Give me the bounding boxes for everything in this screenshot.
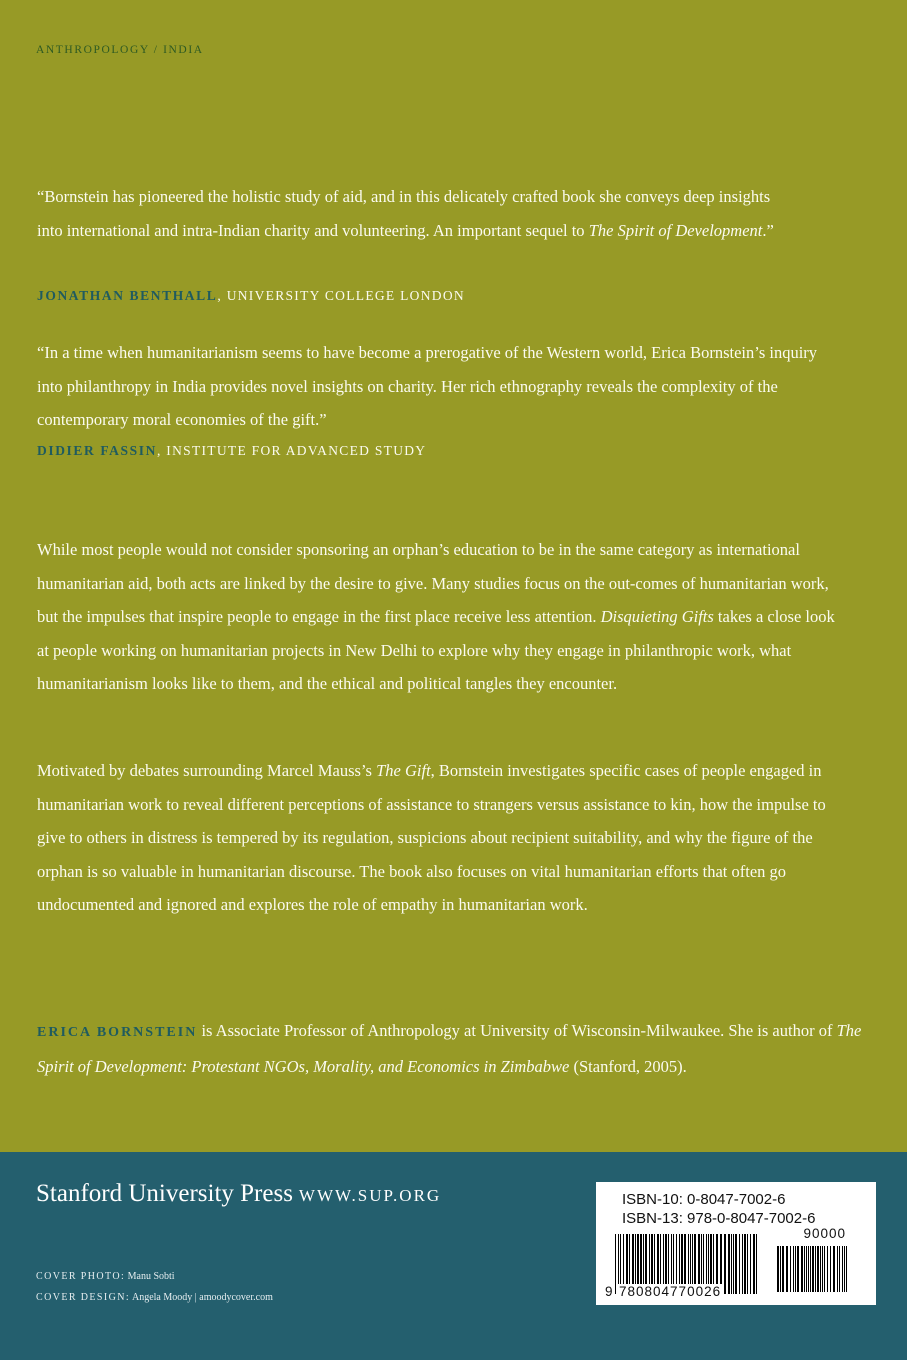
quote-2-name: DIDIER FASSIN xyxy=(37,443,157,458)
isbn-barcode xyxy=(596,1182,876,1305)
text-segment: takes a close look at people working on humanitarian projects in New Delhi to explore why they engage in philanthropic work, what humanitarianism looks like to them, and the ethical and political tangles they encounter. xyxy=(37,607,835,693)
barcode-bar xyxy=(820,1246,821,1292)
barcode-bar xyxy=(810,1246,811,1292)
barcode-bar xyxy=(822,1246,823,1292)
italic-title: The Spirit of Development: Protestant NGOs, Morality, and Economics in Zimbabwe xyxy=(37,1021,862,1076)
barcode-bar xyxy=(756,1234,757,1294)
price-code: 90000 xyxy=(803,1226,846,1241)
quote-2 xyxy=(37,336,842,437)
text-segment: .” xyxy=(762,220,774,240)
barcode-bar xyxy=(731,1234,732,1294)
credit-label: COVER DESIGN: xyxy=(36,1292,131,1303)
credit-design xyxy=(36,1292,273,1303)
barcode-bar xyxy=(844,1246,845,1292)
isbn-13: ISBN-13: 978-0-8047-7002-6 xyxy=(622,1210,816,1227)
publisher-url: WWW.SUP.ORG xyxy=(298,1186,442,1205)
barcode-lead-digit: 9 xyxy=(605,1284,614,1299)
barcode-bar xyxy=(739,1234,740,1294)
barcode-bar xyxy=(753,1234,755,1294)
publisher-name: Stanford University Press xyxy=(36,1180,293,1207)
text-segment: is Associate Professor of Anthropology at University of Wisconsin-Milwaukee. She is author of xyxy=(197,1021,837,1040)
isbn-10: ISBN-10: 0-8047-7002-6 xyxy=(622,1191,786,1208)
barcode-bar xyxy=(750,1234,751,1294)
barcode-bar xyxy=(837,1246,838,1292)
barcode-bar xyxy=(782,1246,784,1292)
author-name: ERICA BORNSTEIN xyxy=(37,1025,198,1040)
barcode-bar xyxy=(817,1246,819,1292)
quote-1-attribution xyxy=(37,288,465,304)
barcode-bar xyxy=(728,1234,730,1294)
barcode-bar xyxy=(793,1246,794,1292)
quote-1-name: JONATHAN BENTHALL xyxy=(37,288,218,303)
author-bio xyxy=(37,1014,867,1083)
italic-title: Disquieting Gifts xyxy=(600,607,714,626)
barcode-bar xyxy=(804,1246,805,1292)
publisher xyxy=(36,1180,441,1208)
barcode-bar xyxy=(808,1246,809,1292)
barcode-bar xyxy=(733,1234,734,1294)
barcode-bar xyxy=(839,1246,840,1292)
italic-title: The Gift xyxy=(376,761,431,780)
barcode-bar xyxy=(824,1246,825,1292)
quote-2-affiliation: , INSTITUTE FOR ADVANCED STUDY xyxy=(156,443,427,458)
barcode-bar xyxy=(790,1246,791,1292)
barcode-bar xyxy=(744,1234,746,1294)
barcode-bar xyxy=(795,1246,796,1292)
barcode-bar xyxy=(777,1246,779,1292)
text-segment: While most people would not consider sponsoring an orphan’s education to be in the same category as international humanitarian aid, both acts are linked by the desire to give. Many studies focus on the out-comes of humanitarian work, but the impulses that inspire people to engage in the first place receive less attention. xyxy=(37,540,829,626)
barcode-bar xyxy=(827,1246,828,1292)
barcode-bar xyxy=(786,1246,788,1292)
barcode-bar xyxy=(812,1246,814,1292)
text-segment: “In a time when humanitarianism seems to have become a prerogative of the Western world, Erica Bornstein’s inquiry into philanthropy in India provides novel insights on charity. Her rich ethnography reveals the complexity of the contemporary moral economies of the gift.” xyxy=(37,343,818,429)
barcode-bar xyxy=(780,1246,781,1292)
text-segment: , Bornstein investigates specific cases of people engaged in humanitarian work to reveal different perceptions of assistance to strangers versus assistance to kin, how the impulse to give to others in distress is tempered by its regulation, suspicions about recipient suitability, and why the figure of the orphan is so valuable in humanitarian discourse. The book also focuses on vital humanitarian efforts that often go undocumented and ignored and explores the role of empathy in humanitarian work. xyxy=(37,761,826,914)
italic-title: The Spirit of Development xyxy=(588,220,763,240)
credit-photo xyxy=(36,1271,175,1282)
text-segment: Motivated by debates surrounding Marcel Mauss’s xyxy=(37,761,377,780)
text-segment: (Stanford, 2005). xyxy=(569,1056,687,1076)
barcode-bar xyxy=(742,1234,743,1294)
quote-2-attribution xyxy=(37,443,426,459)
category-label: ANTHROPOLOGY / INDIA xyxy=(36,44,204,56)
barcode-bar xyxy=(735,1234,737,1294)
credit-value: Manu Sobti xyxy=(125,1271,175,1282)
barcode-bar xyxy=(724,1234,726,1294)
barcode-bar xyxy=(801,1246,803,1292)
barcode-bar xyxy=(833,1246,835,1292)
credit-value: Angela Moody | amoodycover.com xyxy=(130,1292,273,1303)
barcode-bar xyxy=(747,1234,748,1294)
barcode-bar xyxy=(846,1246,847,1292)
barcode-bar xyxy=(806,1246,807,1292)
quote-1-affiliation: , UNIVERSITY COLLEGE LONDON xyxy=(217,288,465,303)
barcode-digits: 780804770026 xyxy=(619,1284,722,1299)
credit-label: COVER PHOTO: xyxy=(36,1271,126,1282)
quote-1 xyxy=(37,180,797,247)
barcode-bar xyxy=(815,1246,816,1292)
description-paragraph-1 xyxy=(37,533,847,701)
barcode-bar xyxy=(615,1234,616,1294)
barcode-bar xyxy=(830,1246,831,1292)
barcode-bar xyxy=(797,1246,799,1292)
description-paragraph-2 xyxy=(37,754,852,922)
text-segment: “Bornstein has pioneered the holistic study of aid, and in this delicately crafted book she conveys deep insights into international and intra-Indian charity and volunteering. An important sequel to xyxy=(37,187,771,240)
barcode-bar xyxy=(842,1246,843,1292)
